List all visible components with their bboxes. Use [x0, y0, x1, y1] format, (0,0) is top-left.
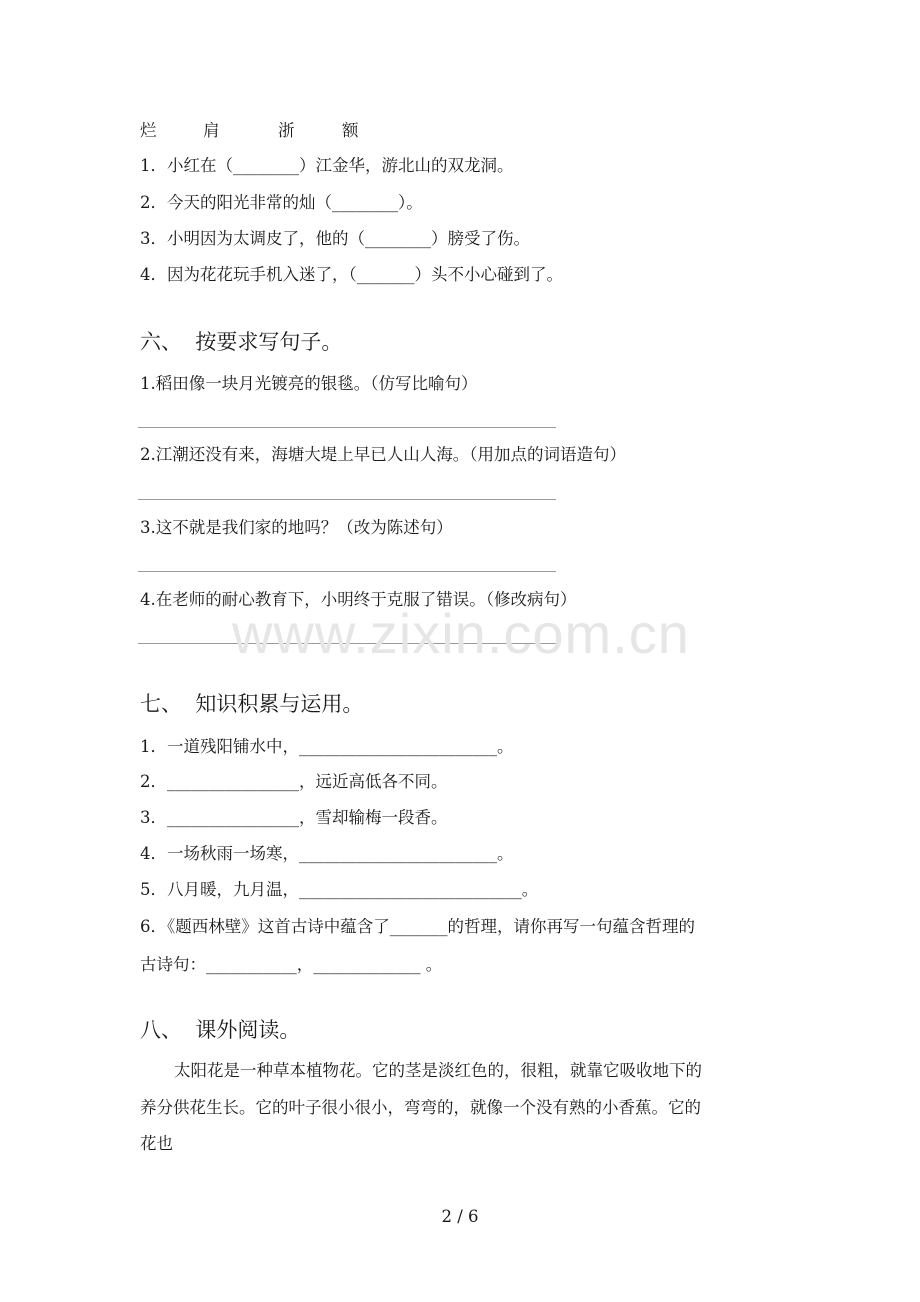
answer-line-1	[138, 427, 556, 428]
sentence-task-2: 2.江潮还没有来，海塘大堤上早已人山人海。（用加点的词语造句）	[140, 445, 626, 464]
poem-item-3: 3．________________，雪却输梅一段香。	[140, 808, 448, 827]
fill-item-4: 4．因为花花玩手机入迷了，（_______）头不小心碰到了。	[140, 265, 563, 284]
reading-paragraph-line-2: 养分供花生长。它的叶子很小很小，弯弯的，就像一个没有熟的小香蕉。它的	[140, 1098, 701, 1117]
sentence-task-3: 3.这不就是我们家的地吗？（改为陈述句）	[140, 518, 453, 537]
section-6-title: 六、 按要求写句子。	[140, 330, 343, 354]
section-8-title: 八、 课外阅读。	[140, 1018, 301, 1042]
page-number: 2 / 6	[441, 1207, 479, 1226]
fill-item-3: 3．小明因为太调皮了，他的（________）膀受了伤。	[140, 229, 530, 248]
sentence-task-4: 4.在老师的耐心教育下，小明终于克服了错误。（修改病句）	[140, 590, 577, 609]
poem-item-6-continued: 古诗句：___________，_____________ 。	[140, 955, 443, 974]
fill-item-1: 1．小红在（________）江金华，游北山的双龙洞。	[140, 156, 514, 175]
word-bank-item-4: 额	[342, 121, 359, 140]
poem-item-6: 6．《题西林壁》这首古诗中蕴含了_______的哲理，请你再写一句蕴含哲理的	[140, 917, 695, 936]
word-bank-item-2: 肩	[203, 121, 220, 140]
poem-item-5: 5．八月暖，九月温，___________________________。	[140, 880, 539, 899]
word-bank-item-1: 烂	[140, 121, 157, 140]
answer-line-2	[138, 499, 556, 500]
fill-item-2: 2．今天的阳光非常的灿（________）。	[140, 193, 423, 212]
answer-line-3	[138, 571, 556, 572]
watermark: www.zixin.com.cn	[232, 602, 690, 665]
reading-paragraph-line-1: 太阳花是一种草本植物花。它的茎是淡红色的，很粗，就靠它吸收地下的	[174, 1061, 702, 1080]
reading-paragraph-line-3: 花也	[140, 1134, 173, 1153]
word-bank-item-3: 浙	[278, 121, 295, 140]
poem-item-1: 1．一道残阳铺水中，________________________。	[140, 737, 514, 756]
poem-item-4: 4．一场秋雨一场寒，________________________。	[140, 844, 514, 863]
sentence-task-1: 1.稻田像一块月光镀亮的银毯。（仿写比喻句）	[140, 374, 478, 393]
section-7-title: 七、 知识积累与运用。	[140, 692, 364, 716]
poem-item-2: 2．________________，远近高低各不同。	[140, 772, 448, 791]
